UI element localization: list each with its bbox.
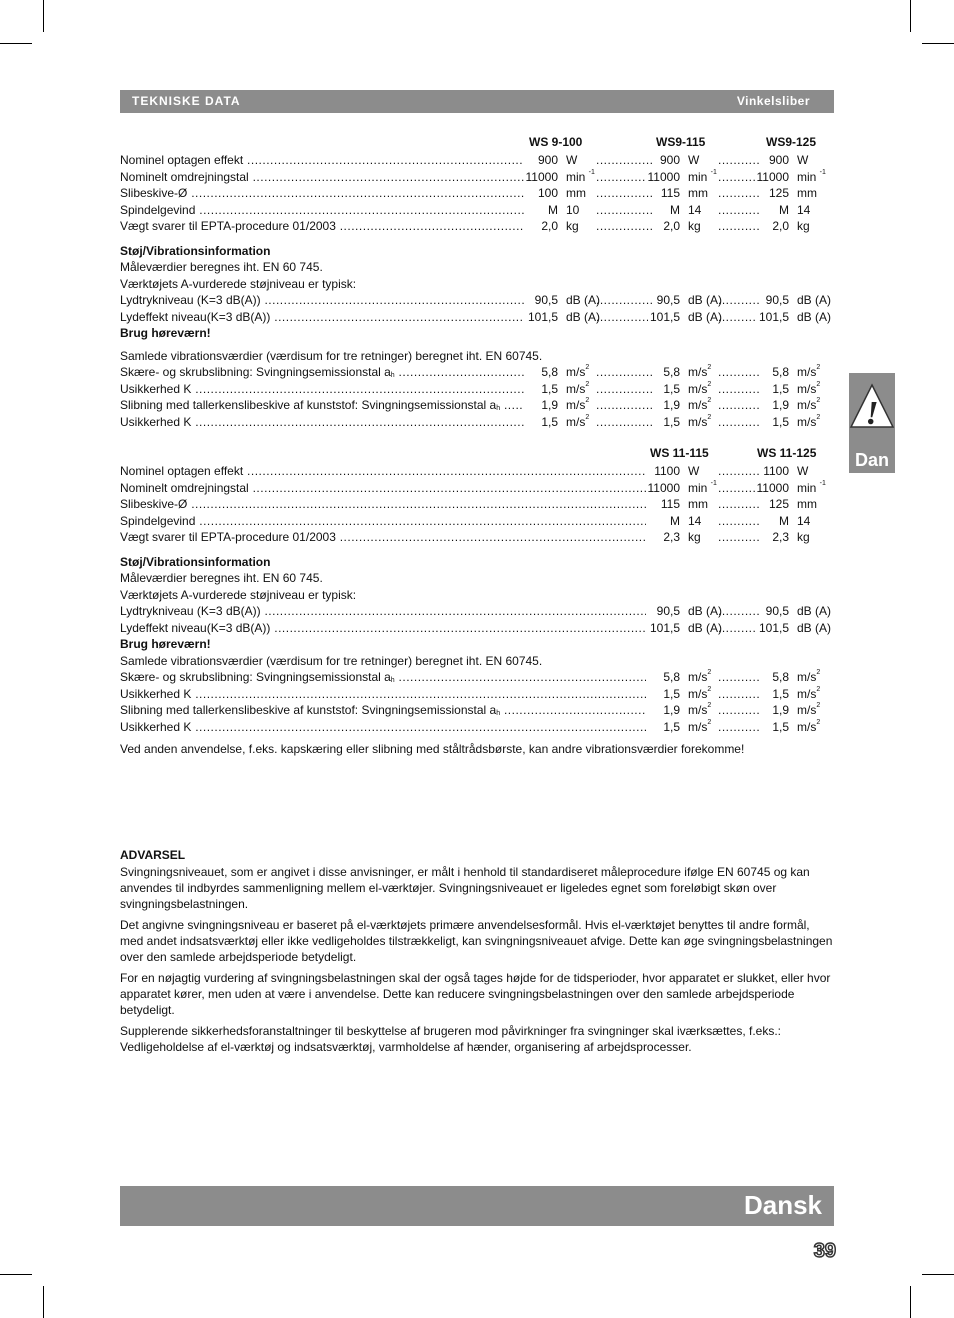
ws9-vib-row-label: Usikkerhed K .....: [120, 414, 524, 430]
ws11-spec-row-label: Vægt svarer til EPTA-procedure 01/2003 .....: [120, 529, 646, 545]
ws11-vib-intro: Samlede vibrationsværdier (værdisum for tre retninger) beregnet iht. EN 60745.: [120, 653, 543, 668]
ws11-spec-row: [120, 513, 834, 529]
ws9-spec-row-value: 125: [768, 186, 789, 200]
ws9-vib-row: [120, 414, 834, 430]
ws11-vib-row-unit: $m/s^2$: [688, 669, 712, 684]
ws9-column-header: WS 9-100: [529, 135, 583, 149]
ws9-spec-row-label: Spindelgevind .....: [120, 202, 524, 218]
other-use-note: Ved anden anvendelse, f.eks. kapskæring eller slibning med ståltrådsbørste, kan andre vibrationsværdier forekomme!: [120, 742, 745, 756]
ws11-spec-row-label: Spindelgevind .....: [120, 513, 646, 529]
warning-title: ADVARSEL: [120, 848, 186, 862]
ws11-vib-row-unit: $m/s^2$: [797, 669, 821, 684]
ws9-vib-intro: Samlede vibrationsværdier (værdisum for tre retninger) beregnet iht. EN 60745.: [120, 348, 543, 363]
leader-dots: [718, 292, 761, 308]
ws9-vib-row-unit: $m/s^2$: [688, 413, 712, 429]
ws11-spec-row-value: 1100: [654, 464, 680, 478]
ws9-spec-row: [120, 185, 834, 201]
ws9-spec-row-value: 2,0: [663, 219, 680, 233]
ws9-vib-row: [120, 381, 834, 397]
crop-mark: [0, 43, 32, 44]
ws9-vib-row-unit: $m/s^2$: [688, 397, 712, 412]
ws9-noise-row-unit: dB (A): [797, 309, 832, 324]
crop-mark: [43, 1286, 44, 1318]
leader-dots: [718, 309, 761, 325]
ws11-spec-row-label: Slibeskive-Ø .....: [120, 496, 646, 512]
ws11-noise-row-unit: dB (A): [797, 604, 832, 618]
leader-dots: [718, 702, 761, 718]
ws11-spec-row-unit: W: [797, 464, 809, 478]
leader-dots: [596, 309, 652, 325]
ws9-noise-row-label: Lydeffekt niveau(K=3 dB(A)) .....: [120, 309, 524, 325]
ws11-vib-row-label: Usikkerhed K .....: [120, 719, 646, 735]
section-header: [120, 90, 834, 113]
ws11-spec-row-unit: W: [688, 464, 700, 478]
leader-dots: [596, 152, 652, 168]
warning-paragraph: Svingningsniveauet, som er angivet i disse anvisninger, er målt i henhold til standardiseret måleprocedure ifølge EN 60745 og kan anvendes til indbyrdes sammenligning mellem el-værktøjer. Svingningsniveauet er ligeledes egnet som foreløbigt skøn over svingningsbelastningen.: [120, 865, 810, 911]
ws9-column-header: WS9-115: [656, 135, 706, 149]
ws9-spec-row-unit: min $^{-1}$: [797, 168, 826, 184]
ws9-vib-row: [120, 397, 834, 413]
ws11-vib-row-value: 1,5: [772, 719, 789, 734]
ws9-spec-row-unit: kg: [688, 219, 701, 233]
ws11-vib-row-unit: $m/s^2$: [797, 718, 821, 734]
ws11-spec-row-unit: kg: [797, 530, 810, 544]
ws9-column-header: WS9-125: [766, 135, 817, 149]
ws11-spec-row-unit: mm: [688, 497, 708, 511]
ws11-noise-line: Måleværdier beregnes iht. EN 60 745.: [120, 571, 323, 585]
ws11-vib-row-value: 5,8: [772, 670, 789, 684]
ws9-vib-row-label: Slibning med tallerkenslibeskive af kunststof: Svingningsemissionstal ah .....: [120, 397, 524, 413]
ws11-noise-row-value: 101,5: [649, 620, 680, 635]
ws11-spec-row-label: Nominelt omdrejningstal .....: [120, 480, 646, 496]
ws9-spec-row-value: M: [548, 202, 558, 217]
ws11-vib-row-label: Skære- og skrubslibning: Svingningsemissionstal ah .....: [120, 669, 646, 685]
ws11-spec-row-value: 2,3: [772, 530, 789, 544]
ws11-vib-row: [120, 686, 834, 702]
ws9-spec-row-value: M: [779, 202, 789, 217]
svg-text:!: !: [865, 395, 879, 432]
ws9-spec-row-label: Vægt svarer til EPTA-procedure 01/2003 .....: [120, 218, 524, 234]
warning-paragraph: Supplerende sikkerhedsforanstaltninger til beskyttelse af brugeren mod påvirkninger fra svingninger skal iværksættes, f.eks.: Vedligeholdelse af el-værktøj og indsatsværktøj, varmholdelse af hænder, organisering af arbejdsprocesser.: [120, 1024, 781, 1054]
ws11-spec-row: [120, 463, 834, 479]
ws9-vib-row-unit: $m/s^2$: [566, 380, 590, 396]
ws11-noise-row: [120, 620, 834, 636]
ws9-noise-row-value: 101,5: [527, 309, 558, 324]
ws9-noise-row-value: 90,5: [656, 293, 680, 307]
ws11-vib-row-value: 1,9: [663, 703, 680, 717]
ws11-spec-row-value: M: [779, 513, 789, 528]
ws9-spec-row-unit: mm: [797, 186, 817, 200]
ws11-noise-row-unit: dB (A): [688, 620, 723, 635]
ws11-spec-row-unit: 14: [688, 513, 702, 528]
ws9-vib-row-value: 1,5: [663, 414, 680, 429]
ws11-vib-row-value: 5,8: [663, 670, 680, 684]
leader-dots: [718, 414, 761, 430]
ws11-column-header: WS 11-125: [757, 446, 817, 460]
ws9-vib-row-value: 5,8: [541, 365, 558, 379]
ws11-noise-row-unit: dB (A): [797, 620, 832, 635]
section-title: TEKNISKE DATA: [132, 94, 241, 108]
ws9-vib-row-unit: $m/s^2$: [797, 413, 821, 429]
leader-dots: [718, 152, 761, 168]
ws9-spec-row-value: 900: [659, 153, 680, 167]
leader-dots: [718, 529, 761, 545]
ws9-spec-row-unit: W: [566, 153, 578, 167]
leader-dots: [718, 202, 761, 218]
ws9-noise-line: Værktøjets A-vurderede støjniveau er typisk:: [120, 276, 357, 291]
ws9-spec-row-value: 11000: [756, 169, 789, 184]
leader-dots: [718, 496, 761, 512]
ws11-vib-row-value: 1,5: [772, 686, 789, 701]
ws11-vib-row-unit: $m/s^2$: [688, 718, 712, 734]
ws11-noise-row-value: 90,5: [656, 604, 680, 618]
ws11-vib-row: [120, 669, 834, 685]
leader-dots: [718, 397, 761, 413]
ws9-noise-line: Måleværdier beregnes iht. EN 60 745.: [120, 260, 323, 274]
ws9-spec-row-value: 11000: [647, 169, 680, 184]
ws9-spec-row-unit: min $^{-1}$: [688, 168, 717, 184]
ws9-spec-row-value: M: [670, 202, 680, 217]
ws11-vib-row-value: 1,5: [663, 686, 680, 701]
ws9-spec-row-label: Slibeskive-Ø .....: [120, 185, 524, 201]
ws11-noise-row-label: Lydtrykniveau (K=3 dB(A)) .....: [120, 603, 646, 619]
ws11-spec-row-unit: 14: [797, 513, 811, 528]
ws9-vib-row-value: 1,9: [663, 398, 680, 412]
ws9-spec-row-unit: 10: [566, 202, 580, 217]
ws11-spec-row-unit: kg: [688, 530, 701, 544]
ws9-vib-row: [120, 364, 834, 380]
warning-paragraph: Det angivne svingningsniveau er baseret på el-værktøjets primære anvendelsesformål. Hvis el-værktøjet benyttes til andre formål, med andet indsatsværktøj eller ikke vedligeholdes tilstrækkeligt, kan svingningsniveauet afvige. Dette kan øge svingningsbelastningen over den samlede arbejdsperiode betydeligt.: [120, 918, 833, 964]
ws9-spec-row-unit: mm: [688, 186, 708, 200]
ws11-noise-line: Værktøjets A-vurderede støjniveau er typisk:: [120, 587, 357, 602]
leader-dots: [718, 364, 761, 380]
ws9-noise-row-value: 101,5: [758, 309, 789, 324]
ws9-spec-row-unit: W: [797, 153, 809, 167]
leader-dots: [596, 202, 652, 218]
ws9-spec-row-value: 900: [537, 153, 558, 167]
footer-bar: [120, 1186, 834, 1226]
language-tab-label: Dan: [854, 450, 889, 470]
ws9-vib-row-value: 1,5: [541, 414, 558, 429]
ws11-vib-row: [120, 702, 834, 718]
ws9-noise-row-unit: dB (A): [688, 309, 723, 324]
ws11-spec-row-label: Nominel optagen effekt .....: [120, 463, 646, 479]
ws11-vib-row-unit: $m/s^2$: [688, 702, 712, 717]
ws11-column-header: WS 11-115: [650, 446, 709, 460]
ws9-spec-row-value: 100: [537, 186, 558, 200]
language-tab: [849, 373, 895, 473]
ws11-hearing-note: Brug høreværn!: [120, 637, 211, 651]
ws9-spec-row-unit: kg: [566, 219, 579, 233]
ws9-vib-row-label: Usikkerhed K .....: [120, 381, 524, 397]
ws9-vib-row-unit: $m/s^2$: [566, 413, 590, 429]
crop-mark: [43, 0, 44, 32]
ws11-spec-row-value: 125: [768, 497, 789, 511]
crop-mark: [910, 1286, 911, 1318]
leader-dots: [718, 513, 761, 529]
leader-dots: [596, 218, 652, 234]
ws9-spec-row-unit: min $^{-1}$: [566, 168, 595, 184]
crop-mark: [922, 43, 954, 44]
ws9-noise-title: Støj/Vibrationsinformation: [120, 243, 271, 258]
ws11-spec-row-value: 1100: [763, 464, 789, 478]
ws11-spec-row: [120, 480, 834, 496]
ws11-spec-row-value: M: [670, 513, 680, 528]
ws11-noise-row-value: 101,5: [758, 620, 789, 635]
ws9-spec-row: [120, 218, 834, 234]
ws9-vib-row-value: 5,8: [772, 365, 789, 379]
ws9-noise-row-label: Lydtrykniveau (K=3 dB(A)) .....: [120, 292, 524, 308]
leader-dots: [718, 620, 761, 636]
ws9-vib-row-unit: $m/s^2$: [566, 397, 590, 412]
ws9-spec-row: [120, 169, 834, 185]
leader-dots: [718, 463, 761, 479]
ws9-vib-row-unit: $m/s^2$: [688, 364, 712, 379]
footer-language: Dansk: [743, 1190, 822, 1220]
leader-dots: [718, 719, 761, 735]
ws9-noise-row: [120, 292, 834, 308]
leader-dots: [718, 603, 761, 619]
ws9-spec-row-value: 11000: [525, 169, 558, 184]
leader-dots: [596, 364, 652, 380]
ws9-vib-row-value: 1,5: [772, 414, 789, 429]
ws11-vib-row-label: Usikkerhed K .....: [120, 686, 646, 702]
crop-mark: [0, 1274, 32, 1275]
ws9-spec-row-value: 115: [660, 186, 680, 200]
ws11-vib-row: [120, 719, 834, 735]
ws11-spec-row-unit: min $^{-1}$: [688, 479, 717, 495]
ws9-vib-row-value: 1,9: [772, 398, 789, 412]
ws9-spec-row-unit: 14: [797, 202, 811, 217]
leader-dots: [596, 414, 652, 430]
ws9-vib-row-unit: $m/s^2$: [797, 364, 821, 379]
crop-mark: [922, 1274, 954, 1275]
ws9-noise-row-value: 101,5: [649, 309, 680, 324]
ws9-vib-row-value: 1,5: [663, 381, 680, 396]
ws11-spec-row-value: 11000: [756, 480, 789, 495]
leader-dots: [596, 292, 652, 308]
ws9-spec-row-unit: W: [688, 153, 700, 167]
ws9-noise-row: [120, 309, 834, 325]
ws11-spec-row: [120, 496, 834, 512]
ws9-spec-row-value: 2,0: [772, 219, 789, 233]
ws11-noise-row: [120, 603, 834, 619]
ws9-spec-row-value: 2,0: [541, 219, 558, 233]
ws9-noise-row-unit: dB (A): [566, 293, 601, 307]
page-number: 39: [813, 1240, 836, 1262]
ws9-spec-row-label: Nominelt omdrejningstal .....: [120, 169, 524, 185]
ws11-spec-row-value: 115: [660, 497, 680, 511]
ws11-vib-row-unit: $m/s^2$: [797, 685, 821, 701]
ws11-spec-row-value: 2,3: [663, 530, 680, 544]
ws9-vib-row-value: 1,5: [541, 381, 558, 396]
ws11-vib-row-unit: $m/s^2$: [688, 685, 712, 701]
ws9-spec-row-value: 900: [768, 153, 789, 167]
leader-dots: [596, 185, 652, 201]
leader-dots: [718, 218, 761, 234]
ws9-vib-row-unit: $m/s^2$: [797, 397, 821, 412]
ws11-spec-row-value: 11000: [647, 480, 680, 495]
ws9-spec-row: [120, 152, 834, 168]
product-name: Vinkelsliber: [736, 94, 810, 108]
ws11-spec-row-unit: min $^{-1}$: [797, 479, 826, 495]
ws11-vib-row-value: 1,9: [772, 703, 789, 717]
ws9-vib-row-value: 1,5: [772, 381, 789, 396]
ws11-vib-row-unit: $m/s^2$: [797, 702, 821, 717]
ws9-noise-row-unit: dB (A): [797, 293, 832, 307]
leader-dots: [718, 669, 761, 685]
leader-dots: [596, 397, 652, 413]
ws9-noise-row-value: 90,5: [534, 293, 558, 307]
leader-dots: [718, 185, 761, 201]
warning-paragraph: For en nøjagtig vurdering af svingningsbelastningen skal der også tages højde for de tidsperioder, hvor apparatet er slukket, eller hvor apparatet kører, men uden at være i anvendelse. Dette kan reducere svingningsbelastningen over den samlede arbejdsperiode betydeligt.: [120, 971, 831, 1017]
leader-dots: [718, 686, 761, 702]
ws9-vib-row-unit: $m/s^2$: [797, 380, 821, 396]
ws11-spec-row: [120, 529, 834, 545]
ws9-vib-row-value: 5,8: [663, 365, 680, 379]
leader-dots: [596, 169, 652, 185]
ws9-vib-row-value: 1,9: [541, 398, 558, 412]
ws9-noise-row-value: 90,5: [765, 293, 789, 307]
warning-icon: [849, 379, 895, 439]
ws9-vib-row-label: Skære- og skrubslibning: Svingningsemissionstal ah .....: [120, 364, 524, 380]
ws9-vib-row-unit: $m/s^2$: [688, 380, 712, 396]
crop-mark: [910, 0, 911, 32]
ws9-hearing-note: Brug høreværn!: [120, 326, 211, 340]
ws9-spec-row: [120, 202, 834, 218]
ws9-noise-row-unit: dB (A): [688, 293, 723, 307]
ws11-noise-title: Støj/Vibrationsinformation: [120, 554, 271, 569]
ws9-spec-row-unit: kg: [797, 219, 810, 233]
ws9-vib-row-unit: $m/s^2$: [566, 364, 590, 379]
ws11-vib-row-label: Slibning med tallerkenslibeskive af kunststof: Svingningsemissionstal ah .....: [120, 702, 646, 718]
ws9-spec-row-unit: 14: [688, 202, 702, 217]
ws11-noise-row-label: Lydeffekt niveau(K=3 dB(A)) .....: [120, 620, 646, 636]
ws9-spec-row-label: Nominel optagen effekt .....: [120, 152, 524, 168]
ws11-noise-row-value: 90,5: [765, 604, 789, 618]
ws11-vib-row-value: 1,5: [663, 719, 680, 734]
ws11-spec-row-unit: mm: [797, 497, 817, 511]
ws11-noise-row-unit: dB (A): [688, 604, 723, 618]
leader-dots: [718, 381, 761, 397]
leader-dots: [596, 381, 652, 397]
ws9-spec-row-unit: mm: [566, 186, 586, 200]
ws9-noise-row-unit: dB (A): [566, 309, 601, 324]
